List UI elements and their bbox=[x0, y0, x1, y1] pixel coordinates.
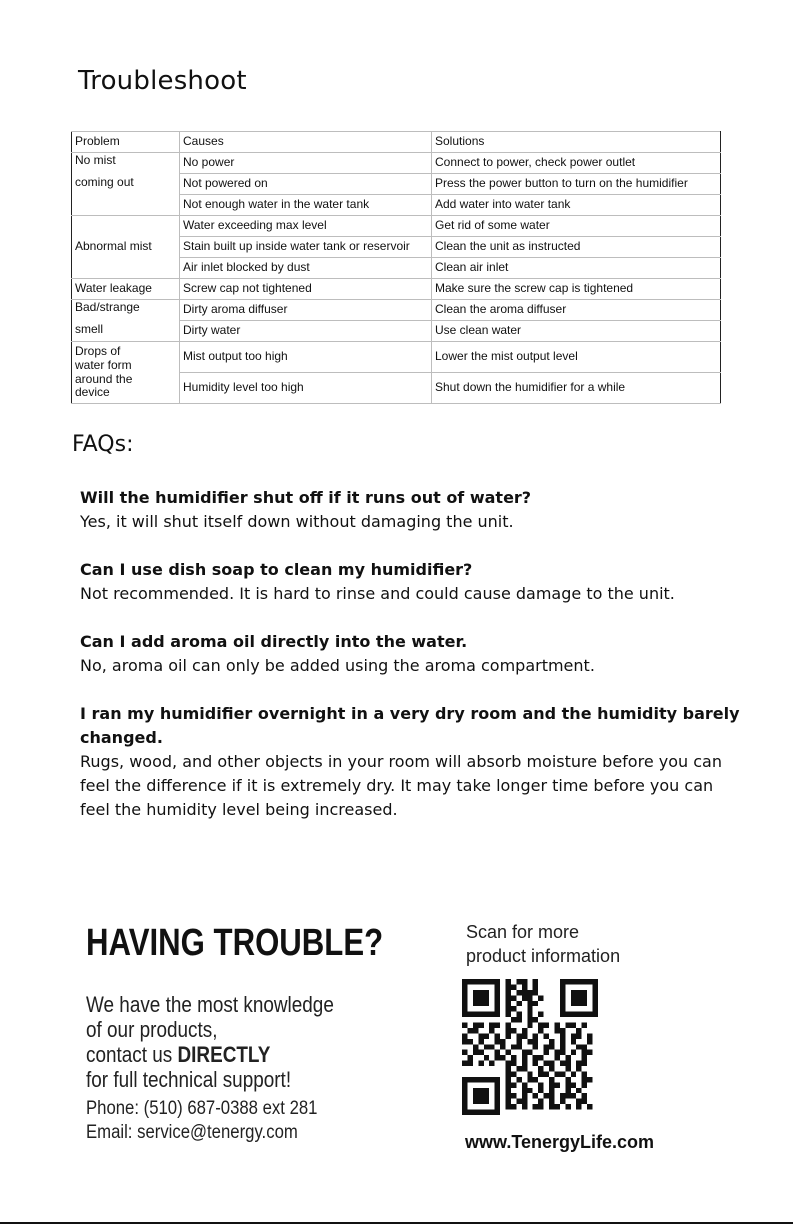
header-problem: Problem bbox=[72, 132, 180, 153]
table-row bbox=[72, 300, 721, 321]
faq-item bbox=[80, 630, 740, 678]
faq-item bbox=[80, 486, 740, 534]
cause-cell: Humidity level too high bbox=[180, 373, 432, 404]
solution-cell: Get rid of some water bbox=[432, 216, 721, 237]
problem-text: Drops of bbox=[75, 343, 121, 358]
faq-list bbox=[80, 486, 740, 846]
cause-cell: Water exceeding max level bbox=[180, 216, 432, 237]
solution-cell: Add water into water tank bbox=[432, 195, 721, 216]
problem-text: Abnormal mist bbox=[75, 239, 152, 254]
solution-cell: Clean air inlet bbox=[432, 258, 721, 279]
support-line: for full technical support! bbox=[86, 1067, 292, 1092]
cause-cell: Stain built up inside water tank or reservoir bbox=[180, 237, 432, 258]
cause-cell: No power bbox=[180, 153, 432, 174]
cause-cell: Dirty aroma diffuser bbox=[180, 300, 432, 321]
problem-cell bbox=[72, 216, 180, 279]
table-row bbox=[72, 342, 721, 373]
cause-cell: Dirty water bbox=[180, 321, 432, 342]
faq-question: Can I use dish soap to clean my humidifier? bbox=[80, 560, 473, 579]
website-link[interactable]: www.TenergyLife.com bbox=[465, 1132, 655, 1152]
problem-text: around the bbox=[75, 371, 133, 386]
solution-cell: Clean the aroma diffuser bbox=[432, 300, 721, 321]
problem-cell bbox=[72, 300, 180, 342]
header-causes: Causes bbox=[180, 132, 432, 153]
problem-text: coming out bbox=[75, 174, 134, 189]
cause-cell: Mist output too high bbox=[180, 342, 432, 373]
faq-item bbox=[80, 558, 740, 606]
header-solutions: Solutions bbox=[432, 132, 721, 153]
table-row bbox=[72, 216, 721, 237]
support-email: Email: service@tenergy.com bbox=[86, 1122, 298, 1143]
cause-cell: Screw cap not tightened bbox=[180, 279, 432, 300]
support-emphasis: DIRECTLY bbox=[177, 1042, 271, 1067]
faq-question: Can I add aroma oil directly into the water. bbox=[80, 632, 468, 651]
table-header-row bbox=[72, 132, 721, 153]
faq-answer: Yes, it will shut itself down without damaging the unit. bbox=[80, 512, 514, 531]
support-phone: Phone: (510) 687-0388 ext 281 bbox=[86, 1098, 318, 1119]
faq-question: I ran my humidifier overnight in a very dry room and the humidity barely changed. bbox=[80, 704, 740, 747]
solution-cell: Connect to power, check power outlet bbox=[432, 153, 721, 174]
qr-code-icon bbox=[462, 979, 598, 1115]
faq-answer: Not recommended. It is hard to rinse and could cause damage to the unit. bbox=[80, 584, 675, 603]
problem-text: No mist bbox=[75, 153, 116, 167]
problem-text: smell bbox=[75, 321, 104, 336]
cause-cell: Not enough water in the water tank bbox=[180, 195, 432, 216]
solution-cell: Press the power button to turn on the humidifier bbox=[432, 174, 721, 195]
faqs-title: FAQs: bbox=[72, 432, 134, 457]
having-trouble-heading: HAVING TROUBLE? bbox=[86, 922, 384, 964]
faq-answer: Rugs, wood, and other objects in your room will absorb moisture before you can feel the difference if it is extremely dry. It may take longer time before you can feel the humidity level being increased. bbox=[80, 752, 722, 819]
faq-question: Will the humidifier shut off if it runs out of water? bbox=[80, 488, 532, 507]
table-row bbox=[72, 279, 721, 300]
problem-cell bbox=[72, 342, 180, 404]
problem-cell bbox=[72, 279, 180, 300]
support-line bbox=[86, 1042, 413, 1067]
bottom-divider bbox=[0, 1222, 793, 1224]
troubleshoot-table-body bbox=[72, 132, 721, 404]
support-message bbox=[86, 992, 413, 1092]
support-line: of our products, bbox=[86, 1017, 218, 1042]
solution-cell: Lower the mist output level bbox=[432, 342, 721, 373]
troubleshoot-table bbox=[71, 131, 721, 404]
scan-caption-line: Scan for more bbox=[466, 922, 580, 942]
troubleshoot-title: Troubleshoot bbox=[78, 66, 247, 96]
cause-cell: Not powered on bbox=[180, 174, 432, 195]
cause-cell: Air inlet blocked by dust bbox=[180, 258, 432, 279]
support-text: contact us bbox=[86, 1042, 178, 1067]
scan-caption bbox=[466, 920, 666, 968]
scan-caption-line: product information bbox=[466, 946, 621, 966]
problem-text: device bbox=[75, 385, 110, 400]
problem-cell bbox=[72, 153, 180, 216]
solution-cell: Use clean water bbox=[432, 321, 721, 342]
solution-cell: Clean the unit as instructed bbox=[432, 237, 721, 258]
faq-item bbox=[80, 702, 740, 822]
table-row bbox=[72, 153, 721, 174]
support-line: We have the most knowledge bbox=[86, 992, 334, 1017]
problem-text: water form bbox=[75, 357, 132, 372]
solution-cell: Make sure the screw cap is tightened bbox=[432, 279, 721, 300]
problem-text: Bad/strange bbox=[75, 300, 140, 314]
solution-cell: Shut down the humidifier for a while bbox=[432, 373, 721, 404]
faq-answer: No, aroma oil can only be added using the aroma compartment. bbox=[80, 656, 595, 675]
problem-text: Water leakage bbox=[75, 281, 152, 296]
